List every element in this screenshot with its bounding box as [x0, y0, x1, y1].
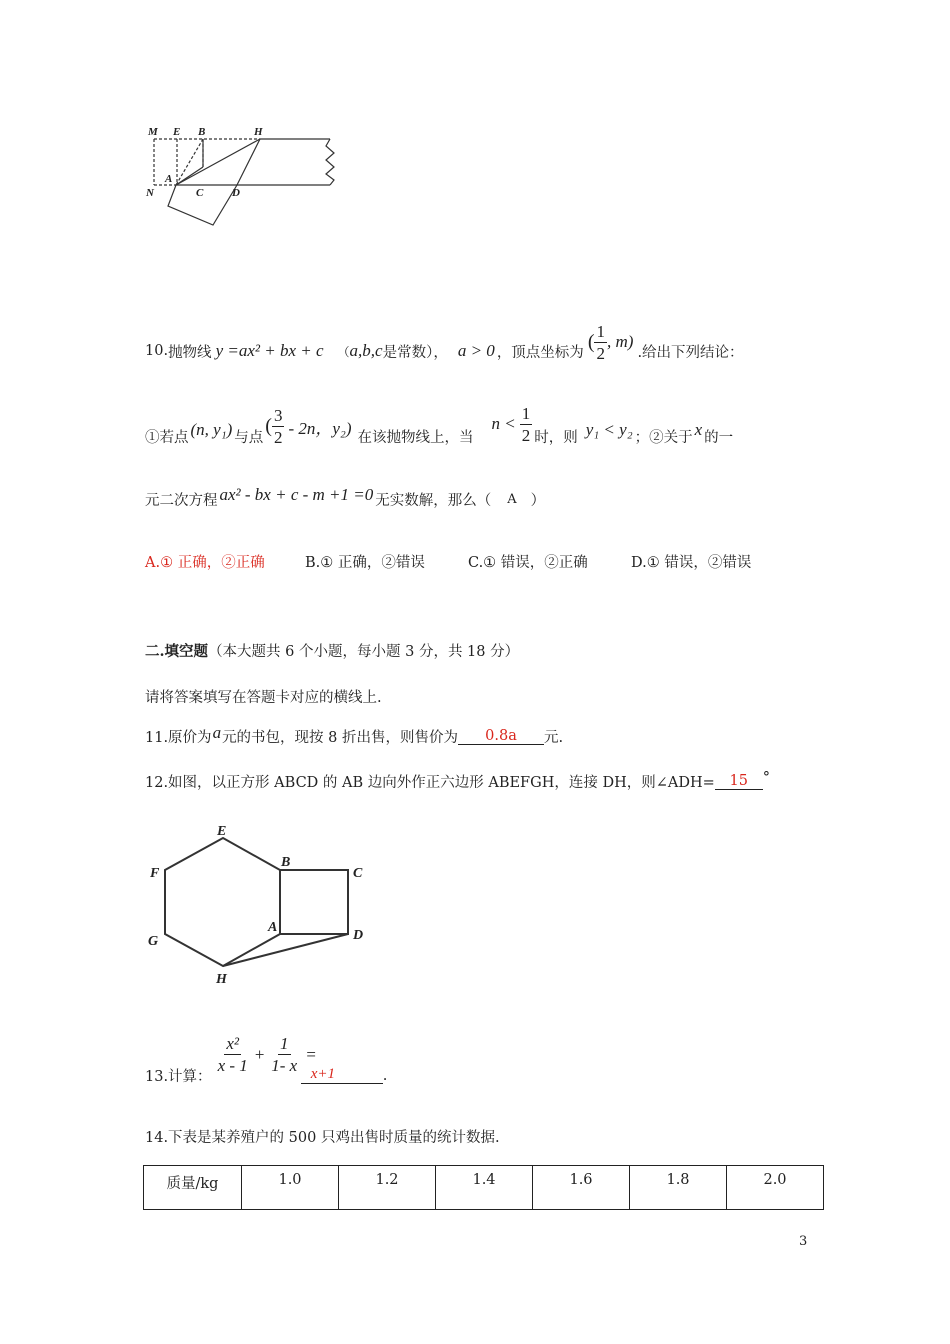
q10-line2-b: 与点: [234, 429, 264, 446]
page-number: 3: [799, 1234, 808, 1249]
q10-line2-e: ；②关于: [634, 429, 693, 446]
q14-text: 14.下表是某养殖户的 500 只鸡出售时质量的统计数据.: [145, 1130, 500, 1146]
table-cell: 1.6: [533, 1166, 630, 1210]
q10-n-num: 1: [521, 403, 531, 423]
q9-label-n: N: [146, 187, 154, 199]
q10-point2-den: 2: [273, 427, 283, 447]
q10-condition: a > 0: [457, 341, 495, 360]
q10-point2: ( $\frac{3}{2}$ - 2n，y₂): [265, 405, 352, 447]
q9-label-a: A: [165, 173, 173, 185]
q12-figure: [143, 818, 383, 988]
q12-label-g: G: [148, 934, 159, 949]
q9-label-b: B: [198, 126, 206, 138]
q10-lead: 抛物线: [168, 344, 212, 361]
q13-plus: +: [253, 1044, 266, 1064]
q10-point2-rest: - 2n，y₂): [288, 418, 352, 438]
q10-option-b: B.① 正确，②错误: [305, 555, 425, 571]
q10-equation: y =ax² + bx + c: [215, 341, 324, 360]
q13-answer-blank: x+1: [301, 1066, 383, 1084]
q10-line3-a: 元二次方程: [145, 492, 218, 509]
q12-label-b: B: [281, 855, 291, 870]
q10-n-cond-text: n <: [491, 414, 516, 433]
q9-label-h: H: [254, 126, 263, 138]
q11: [145, 722, 564, 747]
table-cell: 1.4: [436, 1166, 533, 1210]
q9-label-m: M: [148, 126, 158, 138]
q10-vertex-text: ，顶点坐标为: [496, 344, 584, 361]
q10-tail: .给出下列结论：: [637, 344, 744, 361]
q9-label-d: D: [232, 187, 240, 199]
table-cell: 1.8: [630, 1166, 727, 1210]
section2-instruction: 请将答案填写在答题卡对应的横线上.: [145, 690, 382, 706]
section2-heading: [145, 640, 519, 661]
q10-line1: [145, 316, 744, 386]
q12-unit: °: [762, 769, 771, 786]
q10-line2-d: 时，则: [534, 429, 578, 446]
q10-line2-f: 的一: [704, 429, 734, 446]
q10-x-var: x: [694, 420, 703, 439]
q12-label-h: H: [216, 972, 227, 987]
q10-number: 10.: [145, 343, 169, 359]
q10-vertex-den: 2: [596, 343, 605, 363]
q9-label-c: C: [196, 187, 204, 199]
q10-option-a: A.① 正确，②正确: [145, 555, 265, 571]
table-cell: 2.0: [727, 1166, 824, 1210]
q10-vertex-num: 1: [596, 321, 605, 341]
q12-answer-blank: 15: [715, 773, 763, 790]
q10-answer: A: [507, 491, 517, 507]
q13-eq: =: [305, 1044, 317, 1064]
q11-var: a: [212, 722, 222, 742]
q9-label-e: E: [173, 126, 181, 138]
q10-line3: [145, 484, 545, 514]
q10-point1: (n, y₁): [190, 420, 233, 439]
q10-y-cond: y₁ < y₂: [585, 420, 633, 439]
q11-text-a: 11.原价为: [145, 730, 212, 746]
q10-line3-b: 无实数解，那么（: [375, 492, 492, 509]
q10-point2-num: 3: [273, 405, 283, 425]
q9-figure: [140, 122, 350, 230]
q11-answer-blank: 0.8a: [458, 728, 544, 745]
q12-label-a: A: [268, 920, 278, 935]
q13-f2-den: 1- x: [271, 1056, 298, 1075]
q10-equation2: ax² - bx + c - m +1 =0: [219, 485, 374, 504]
q10-line3-c: ）: [530, 492, 546, 509]
q14-table: [143, 1165, 824, 1210]
q13: [145, 1030, 387, 1088]
q10-n-cond: [491, 405, 532, 444]
q13-end: .: [382, 1068, 388, 1084]
q13-f1-den: x - 1: [217, 1056, 248, 1075]
q12-label-c: C: [353, 866, 363, 881]
q10-line2-c: 在该抛物线上，当: [357, 429, 474, 446]
q13-f1-num: x²: [226, 1034, 239, 1053]
q10-consts-paren: （: [337, 344, 350, 359]
q10-option-d: D.① 错误，②错误: [631, 555, 752, 571]
q10-vertex: ( $\frac{1}{2}$ , m): [587, 321, 634, 363]
section2-desc: （本大题共 6 个小题，每小题 3 分，共 18 分）: [208, 644, 520, 660]
q10-line2: [145, 400, 733, 472]
q10-line2-a: ①若点: [145, 429, 189, 446]
q12-label-d: D: [353, 928, 364, 943]
q10-consts: a,b,c: [349, 341, 383, 360]
q12-label-e: E: [217, 824, 227, 839]
q10-n-den: 2: [521, 425, 531, 445]
q12: [145, 771, 770, 792]
q10-option-c: C.① 错误，②正确: [468, 555, 588, 571]
q11-text-c: 元.: [544, 730, 564, 746]
q12-text: 12.如图，以正方形 ABCD 的 AB 边向外作正六边形 ABEFGH，连接 DH，则∠ADH=: [145, 775, 715, 791]
q13-expression: [216, 1035, 317, 1074]
table-cell: 1.2: [339, 1166, 436, 1210]
q12-label-f: F: [150, 866, 160, 881]
q11-text-b: 元的书包，现按 8 折出售，则售价为: [222, 730, 459, 746]
q13-label: 13.计算：: [145, 1069, 212, 1085]
section2-title: 二.填空题: [145, 643, 209, 660]
q13-f2-num: 1: [280, 1034, 289, 1053]
q10-consts-tail: 是常数），: [382, 344, 448, 361]
q10-vertex-m: , m): [606, 332, 634, 351]
table-cell: 1.0: [242, 1166, 339, 1210]
table-header-cell: 质量/kg: [144, 1166, 242, 1210]
table-row: [144, 1166, 824, 1210]
